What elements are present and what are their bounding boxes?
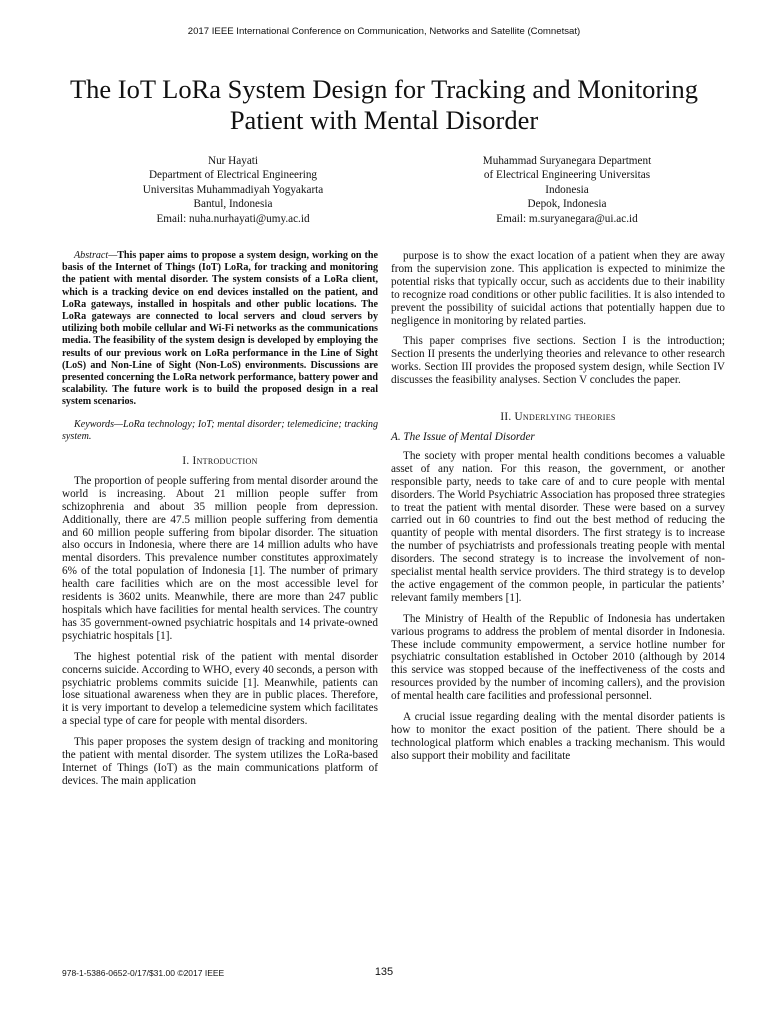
author-block-1: [83, 154, 383, 226]
author-block-2: [417, 154, 717, 226]
page-number: 135: [374, 966, 394, 978]
theory-paragraph-1: The society with proper mental health conditions becomes a valuable asset of any nation. For this reason, the government, or another responsible party, needs to take care of and to cure people with mental disorders. The World Psychiatric Association has proposed three strategies to treat the patient with mental disorder. These were based on a survey carried out in 60 countries to find out the best method of reducing the quantity of people with mental disorders. The first strategy is to increase the number of psychiatrists and professionals treating people with mental disorders. The second strategy is to increase the involvement of non-specialist mental health service providers. The third strategy is to develop the active engagement of the common people, in particular the patients’ relevant family members [1].: [391, 449, 725, 604]
abstract-label: Abstract—: [74, 250, 118, 261]
abstract: [62, 250, 378, 409]
author-1-email: Email: nuha.nurhayati@umy.ac.id: [156, 212, 310, 225]
author-1-affiliation: Department of Electrical Engineering: [148, 169, 318, 182]
author-1-institution: Universitas Muhammadiyah Yogyakarta: [142, 183, 324, 196]
abstract-text: This paper aims to propose a system design, working on the basis of the Internet of Things (IoT) LoRa, for tracking and monitoring the patient with mental disorder. The system consists of a LoRa client, which is a tracking device on end devices installed on the patient, and LoRa gateways, installed in hospitals and other public locations. The LoRa gateways are connected to local servers and cloud servers by utilizing both mobile cellular and Wi-Fi networks as the communications media. The feasibility of the system design is developed by employing the results of our previous work on LoRa performance in the Line of Sight (LoS) and Non-Line of Sight (Non-LoS) environments. Discussions are presented concerning the LoRa network performance, battery power and scalability. The future work is to build the proposed design in a real system scenarios.: [62, 250, 378, 408]
author-1-name: Nur Hayati: [207, 155, 259, 167]
section-heading-introduction: I. Introduction: [182, 455, 258, 468]
paper-title: The IoT LoRa System Design for Tracking and Monitoring Patient with Mental Disorder: [69, 74, 699, 135]
author-1-location: Bantul, Indonesia: [193, 198, 273, 211]
author-2-affiliation: of Electrical Engineering Universitas: [483, 169, 651, 182]
left-column: [62, 250, 378, 796]
intro-paragraph-5: This paper comprises five sections. Section I is the introduction; Section II presents the underlying theories and relevance to other research works. Section III provides the proposed system design, while Section IV discusses the feasibility analyses. Section V concludes the paper.: [391, 335, 725, 387]
author-2-location: Depok, Indonesia: [527, 198, 607, 211]
theory-paragraph-3: A crucial issue regarding dealing with the mental disorder patients is how to monitor the exact position of the patient. There should be a technological platform which enables a tracking mechanism. This would also support their mobility and facilitate: [391, 711, 725, 762]
keywords: Keywords—LoRa technology; IoT; mental disorder; telemedicine; tracking system.: [62, 418, 378, 442]
subsection-heading-mental-disorder: A. The Issue of Mental Disorder: [391, 430, 535, 443]
author-2-name: Muhammad Suryanegara Department: [482, 155, 652, 167]
intro-paragraph-1: The proportion of people suffering from mental disorder around the world is increasing. About 21 million people suffer from schizophrenia and about 35 million people from depression. Additionally, there are 47.5 million people suffering from dementia and 60 million people suffering from bipolar disorder. The situation also occurs in Indonesia, where there are 14 million adults who have mental disorders. This prevalence number constitutes approximately 6% of the total population of Indonesia [1]. The number of primary health care facilities which are on the most accessible level for residents is 3602 units. Meanwhile, there are more than 247 public hospitals which have facilities for mental health services. The country has 35 government-owned psychiatric hospitals and 14 private-owned psychiatric hospitals [1].: [62, 474, 378, 642]
author-2-email: Email: m.suryanegara@ui.ac.id: [496, 212, 638, 225]
conference-header: 2017 IEEE International Conference on Communication, Networks and Satellite (Comnetsat): [187, 26, 581, 37]
intro-paragraph-3: This paper proposes the system design of tracking and monitoring the patient with mental disorder. The system utilizes the LoRa-based Internet of Things (IoT) as the main communications platform of devices. The main application: [62, 736, 378, 787]
intro-paragraph-2: The highest potential risk of the patient with mental disorder concerns suicide. According to WHO, every 40 seconds, a person with psychiatric problems commits suicide [1]. Meanwhile, patients can lose situational awareness when they are in public places. Therefore, it is very important to develop a telemedicine system which facilitates a special type of care for people with mental disorders.: [62, 650, 378, 728]
right-column: [391, 250, 725, 771]
theory-paragraph-2: The Ministry of Health of the Republic of Indonesia has undertaken various programs to address the problem of mental disorder in Indonesia. These include community empowerment, a service hotline number for psychiatric consultation established in October 2010 (although by 2014 this service was stopped because of the ineffectiveness of the costs and resources provided by the number of incoming callers), and the provision of mental health care facilities and professional personnel.: [391, 612, 725, 703]
author-2-institution: Indonesia: [545, 183, 589, 196]
section-heading-underlying-theories: II. Underlying theories: [500, 411, 616, 424]
footer-isbn: 978-1-5386-0652-0/17/$31.00 ©2017 IEEE: [62, 968, 225, 978]
intro-paragraph-4: purpose is to show the exact location of a patient when they are away from the supervision zone. This application is expected to minimize the potential risks that typically occur, such as accidents due to their inability to recognize road conditions or other public facilities. It is also intended to prevent the possibility of suicidal actions that potentially happen due to negligence in monitoring by related parties.: [391, 250, 725, 327]
